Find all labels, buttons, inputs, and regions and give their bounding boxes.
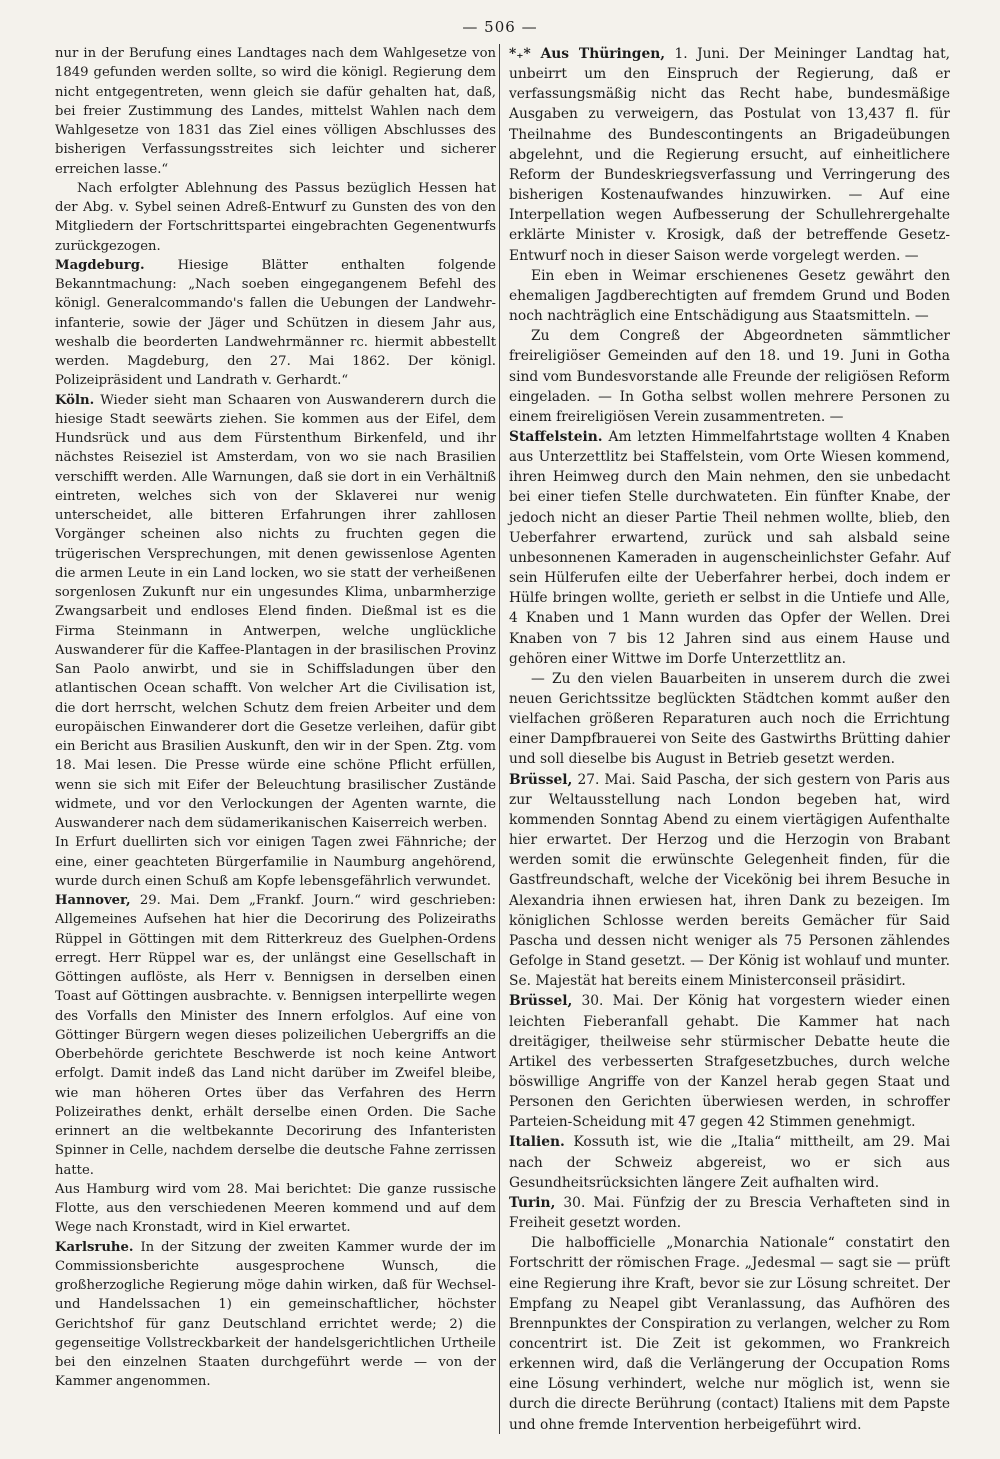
place-heading: Staffelstein. bbox=[509, 428, 603, 445]
article-paragraph bbox=[55, 1180, 496, 1238]
article-text: 27. Mai. Said Pascha, der sich gestern von Paris aus zur Weltausstellung nach London begeben hat, wird kommenden Sonntag Abend zu einem viertägigen Aufenthalte hier erwartet. Der Herzog und die Herzogin von Brabant werden somit die erwünschte Gelegenheit finden, für die Gastfreundschaft, welche der Vicekönig bei ihrem Besuche in Alexandria ihnen erwiesen hat, ihren Dank zu bezeigen. Im königlichen Schlosse werden bereits Gemächer für Said Pascha und dessen nicht weniger als 75 Personen zählendes Gefolge in Stand gesetzt. — Der König ist wohlauf und munter. Se. Majestät hat bereits einem Ministerconseil präsidirt. bbox=[509, 771, 950, 990]
article-text: Ein eben in Weimar erschienenes Gesetz gewährt den ehemaligen Jagdberechtigten auf fremdem Grund und Boden noch nachträglich eine Entschädigung aus Staatsmitteln. — bbox=[509, 267, 950, 325]
article-paragraph bbox=[55, 891, 496, 1180]
article-paragraph bbox=[509, 44, 950, 266]
place-heading: Karlsruhe. bbox=[55, 1239, 134, 1255]
column-divider bbox=[499, 44, 500, 1434]
place-heading: Brüssel, bbox=[509, 993, 573, 1010]
article-text: Wieder sieht man Schaaren von Auswanderern durch die hiesige Stadt seewärts ziehen. Sie kommen aus der Eifel, dem Hundsrück und aus dem Fürstenthum Birkenfeld, und ihr nächstes Reiseziel ist Amsterdam, von wo sie nach Brasilien verschifft werden. Alle Warnungen, daß sie dort in ein Verhältniß eintreten, welches sich von der Sklaverei nur wenig unterscheidet, alle bitteren Erfahrungen ihrer zahllosen Vorgänger scheinen also nichts zu fruchten gegen die trügerischen Versprechungen, mit denen gewissenlose Agenten die armen Leute in ein Land locken, wo sie statt der verheißenen sorgenlosen Zukunft nur ein ungesundes Klima, unbarmherzige Zwangsarbeit und endloses Elend finden. Dießmal ist es die Firma Steinmann in Antwerpen, welche unglückliche Auswanderer für die Kaffee-Plantagen in der brasilischen Provinz San Paolo anwirbt, und sie in Schiffsladungen über den atlantischen Ocean schafft. Von welcher Art die Civilisation ist, die dort herrscht, welchen Schutz dem freien Arbeiter und dem europäischen Einwanderer dort die Gesetze verleihen, dafür gibt ein Bericht aus Brasilien Auskunft, den wir in der Spen. Ztg. vom 18. Mai lesen. Die Presse würde eine schöne Pflicht erfüllen, wenn sie sich mit Eifer der Beleuchtung brasilischer Zustände widmete, und vor den Verlockungen der Agenten warnte, die Auswanderer nach dem südamerikanischen Kaiserreich werben. bbox=[55, 392, 496, 831]
article-paragraph bbox=[509, 266, 950, 326]
right-column bbox=[509, 44, 950, 1435]
article-text: Die halbofficielle „Monarchia Nationale“ constatirt den Fortschritt der römischen Frage. „Jedesmal — sagt sie — prüft eine Regierung ihre Kraft, bevor sie zur Lösung schreitet. Der Empfang zu Neapel gibt Veranlassung, das Aufhören des Brennpunktes der Conspiration zu verlangen, welcher zu Rom concentrirt ist. Die Zeit ist gekommen, wo Frankreich erkennen wird, daß die Verlängerung der Occupation Roms eine Lösung verhindert, welche nur möglich ist, wenn sie durch die directe Berührung (contact) Italiens mit dem Papste und ohne fremde Intervention herbeigeführt wird. bbox=[509, 1235, 950, 1433]
article-text: Zu dem Congreß der Abgeordneten sämmtlicher freireligiöser Gemeinden auf den 18. und 19. Juni in Gotha sind vom Bundesvorstande alle Freunde der religiösen Reform eingeladen. — In Gotha selbst wollen mehrere Personen zu einem freireligiösen Verein zusammentreten. — bbox=[509, 328, 950, 425]
article-text: In Erfurt duellirten sich vor einigen Tagen zwei Fähnriche; der eine, einer geachteten Bürgerfamilie in Naumburg angehörend, wurde durch einen Schuß am Kopfe lebensgefährlich verwundet. bbox=[55, 835, 496, 889]
article-text: — Zu den vielen Bauarbeiten in unserem durch die zwei neuen Gerichtssitze beglückten Städtchen kommt außer den vielfachen größeren Reparaturen auch noch die Errichtung einer Dampfbrauerei von Seite des Gastwirths Brütting dahier und soll dieselbe bis August in Betrieb gesetzt werden. bbox=[509, 670, 950, 768]
article-paragraph bbox=[509, 427, 950, 669]
article-text: Am letzten Himmelfahrtstage wollten 4 Knaben aus Unterzettlitz bei Staffelstein, vom Orte Wiesen kommend, ihren Heimweg durch den Main nehmen, den sie unbedacht bei einer tiefen Stelle durchwateten. Ein fünfter Knabe, der jedoch nicht an dieser Partie Theil nehmen wollte, blieb, den Ueberfahrer erwartend, zurück und sah alsbald seine unbesonnenen Kameraden in augenscheinlichster Gefahr. Auf sein Hülferufen eilte der Ueberfahrer herbei, doch indem er Hülfe bringen wollte, gerieth er selbst in die Untiefe und Alle, 4 Knaben und 1 Mann wurden das Opfer der Wellen. Drei Knaben von 7 bis 12 Jahren sind aus einem Hause und gehören einer Wittwe im Dorfe Unterzettlitz an. bbox=[509, 428, 950, 667]
article-paragraph bbox=[55, 833, 496, 891]
article-paragraph bbox=[509, 669, 950, 770]
place-heading: *₊* Aus Thüringen, bbox=[509, 46, 666, 62]
place-heading: Hannover, bbox=[55, 893, 131, 908]
left-column bbox=[55, 44, 496, 1392]
place-heading: Magdeburg. bbox=[55, 257, 145, 273]
place-heading: Turin, bbox=[509, 1194, 556, 1211]
article-text: Hiesige Blätter enthalten folgende Bekanntmachung: „Nach soeben eingegangenem Befehl des königl. Generalcommando's fallen die Uebungen der Landwehr-infanterie, sowie der Jäger und Schützen in diesem Jahr aus, weshalb die beorderten Landwehrmänner rc. hiermit abbestellt werden. Magdeburg, den 27. Mai 1862. Der königl. Polizeipräsident und Landrath v. Gerhardt.“ bbox=[55, 257, 496, 389]
article-text: nur in der Berufung eines Landtages nach dem Wahlgesetze von 1849 gefunden werden sollte, so wird die königl. Regierung dem nicht entgegentreten, wenn gleich sie dafür gehalten hat, daß, bei freier Zustimmung des Landes, mittelst Wahlen nach dem Wahlgesetze von 1831 das Ziel eines völligen Abschlusses des bisherigen Verfassungsstreites sich leichter und sicherer erreichen lasse.“ bbox=[55, 46, 496, 177]
article-text: 30. Mai. Der König hat vorgestern wieder einen leichten Fieberanfall gehabt. Die Kammer hat nach dreitägiger, theilweise sehr stürmischer Debatte heute die Artikel des verbesserten Strafgesetzbuches, durch welche böswillige Angriffe von der Kanzel herab gegen Staat und Personen den Gerichten überwiesen werden, in schroffer Parteien-Scheidung mit 47 gegen 42 Stimmen genehmigt. bbox=[509, 993, 951, 1131]
article-paragraph bbox=[509, 326, 950, 427]
article-paragraph bbox=[509, 991, 950, 1132]
article-paragraph bbox=[55, 1238, 496, 1392]
article-text: In der Sitzung der zweiten Kammer wurde der im Commissionsberichte ausgesprochene Wunsch, die großherzogliche Regierung möge dahin wirken, daß für Wechsel- und Handelssachen 1) ein gemeinschaftlicher, höchster Gerichtshof für ganz Deutschland errichtet werde; 2) die gegenseitige Vollstreckbarkeit der handelsgerichtlichen Urtheile bei den einzelnen Staaten durchgeführt werde — von der Kammer angenommen. bbox=[55, 1239, 496, 1390]
place-heading: Köln. bbox=[55, 392, 95, 408]
article-paragraph bbox=[509, 1132, 950, 1192]
article-paragraph bbox=[55, 256, 496, 391]
article-paragraph bbox=[509, 1193, 950, 1233]
place-heading: Italien. bbox=[509, 1134, 565, 1151]
place-heading: Brüssel, bbox=[509, 771, 573, 788]
article-text: Nach erfolgter Ablehnung des Passus bezüglich Hessen hat der Abg. v. Sybel seinen Adreß-Entwurf zu Gunsten des von den Mitgliedern der Fortschrittspartei eingebrachten Gegenentwurfs zurückgezogen. bbox=[55, 180, 496, 254]
article-paragraph bbox=[509, 770, 950, 992]
article-text: 1. Juni. Der Meininger Landtag hat, unbeirrt um den Einspruch der Regierung, daß er verfassungsmäßig nicht das Recht habe, bundesmäßige Ausgaben zu verweigern, das Postulat von 13,437 fl. für Theilnahme des Bundescontingents an Brigadeübungen abgelehnt, und die Regierung ersucht, auf einheitlichere Reform der Bundeskriegsverfassung und Verringerung des bisherigen Kostenaufwandes hinzuwirken. — Auf eine Interpellation wegen Aufbesserung der Schullehrergehalte erklärte Minister v. Krosigk, daß der betreffende Gesetz-Entwurf noch in dieser Saison werde vorgelegt werden. — bbox=[509, 46, 950, 264]
article-paragraph bbox=[55, 179, 496, 256]
article-paragraph bbox=[55, 391, 496, 834]
page-number: — 506 — bbox=[462, 18, 538, 36]
article-text: 29. Mai. Dem „Frankf. Journ.“ wird geschrieben: Allgemeines Aufsehen hat hier die Decorirung des Polizeiraths Rüppel in Göttingen mit dem Ritterkreuz des Guelphen-Ordens erregt. Herr Rüppel war es, der unlängst eine Gesellschaft in Göttingen auflöste, als Herr v. Bennigsen in derselben einen Toast auf Göttingen ausbrachte. v. Bennigsen interpellirte wegen des Vorfalls den Minister des Innern erfolglos. Auf eine von Göttinger Bürgern wegen dieses polizeilichen Uebergriffs an die Oberbehörde gerichtete Beschwerde ist noch keine Antwort erfolgt. Damit indeß das Land nicht darüber im Zweifel bleibe, wie man höheren Ortes über das Verfahren des Herrn Polizeirathes denkt, erhält derselbe einen Orden. Die Sache erinnert an die weltbekannte Decorirung des Infanteristen Spinner in Celle, nachdem derselbe die deutsche Fahne zerrissen hatte. bbox=[55, 893, 496, 1178]
article-paragraph bbox=[509, 1233, 950, 1435]
article-text: 30. Mai. Fünfzig der zu Brescia Verhafteten sind in Freiheit gesetzt worden. bbox=[509, 1194, 950, 1232]
article-text: Aus Hamburg wird vom 28. Mai berichtet: Die ganze russische Flotte, aus den verschiedenen Meeren kommend und auf dem Wege nach Kronstadt, wird in Kiel erwartet. bbox=[55, 1181, 496, 1236]
article-paragraph bbox=[55, 44, 496, 179]
article-text: Kossuth ist, wie die „Italia“ mittheilt, am 29. Mai nach der Schweiz abgereist, wo er sich aus Gesundheitsrücksichten längere Zeit aufhalten wird. bbox=[509, 1134, 950, 1191]
